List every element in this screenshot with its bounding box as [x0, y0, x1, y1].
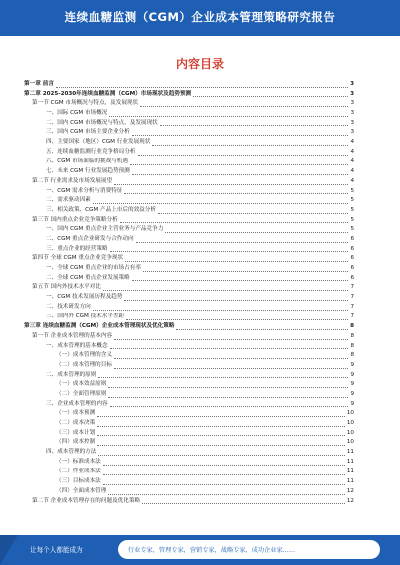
toc-page-number: 9	[350, 361, 354, 368]
toc-entry[interactable]	[24, 225, 354, 235]
toc-entry-title: （二）作业成本法	[56, 468, 101, 475]
toc-entry[interactable]	[24, 283, 354, 293]
toc-leader-dots	[136, 242, 349, 243]
toc-entry[interactable]	[24, 80, 354, 90]
toc-entry-title: 一、成本管理的基本概念	[46, 342, 108, 349]
toc-leader-dots	[114, 368, 348, 369]
toc-entry-title: 三、国内外 CGM 技术水平差距	[46, 313, 125, 320]
toc-entry[interactable]	[24, 216, 354, 226]
toc-entry-title: 第三章 连续血糖监测（CGM）企业成本管理现状及优化策略	[24, 323, 175, 330]
toc-entry[interactable]	[24, 342, 354, 352]
toc-leader-dots	[109, 116, 348, 117]
toc-leader-dots	[103, 484, 345, 485]
toc-entry-title: （二）成本决策	[56, 420, 96, 427]
toc-leader-dots	[56, 87, 348, 88]
toc-entry-title: 二、成本管理的原则	[46, 371, 97, 378]
toc-page-number: 8	[350, 352, 354, 359]
toc-page-number: 10	[346, 429, 354, 436]
toc-entry-title: 一、国内 CGM 重点企业主营业务与产品竞争力	[46, 226, 164, 233]
toc-page-number: 6	[350, 255, 354, 262]
toc-entry[interactable]	[24, 380, 354, 390]
toc-page-number: 7	[350, 294, 354, 301]
toc-page-number: 8	[350, 332, 354, 339]
toc-leader-dots	[138, 155, 349, 156]
toc-entry[interactable]	[24, 497, 354, 507]
toc-entry[interactable]	[24, 196, 354, 206]
toc-entry-title: 一、全球 CGM 重点企业的市场占有率	[46, 265, 141, 272]
toc-entry-title: （二）全面管理原则	[56, 390, 107, 397]
toc-entry-title: 三、重点企业的经营策略	[46, 245, 108, 252]
toc-page-number: 5	[350, 206, 354, 213]
toc-page-number: 5	[350, 226, 354, 233]
toc-page-number: 5	[350, 216, 354, 223]
toc-page-number: 3	[350, 80, 354, 87]
toc-leader-dots	[158, 213, 348, 214]
toc-entry[interactable]	[24, 128, 354, 138]
toc-leader-dots	[97, 426, 345, 427]
toc-entry-title: （二）成本管理的目标	[56, 361, 112, 368]
toc-entry-title: （三）成本计划	[56, 429, 96, 436]
toc-entry-title: 第二节 企业成本管理存在的问题及优化策略	[32, 497, 141, 504]
toc-leader-dots	[124, 300, 348, 301]
toc-entry[interactable]	[24, 458, 354, 468]
toc-entry-title: 第三节 国内重点企业竞争策略分析	[32, 216, 118, 223]
toc-entry-title: 第二节 行业需求及市场发展展望	[32, 177, 113, 184]
toc-entry[interactable]	[24, 158, 354, 168]
toc-page-number: 6	[350, 265, 354, 272]
toc-entry-title: 一、CGM 需求分析与消费特征	[46, 187, 123, 194]
toc-entry[interactable]	[24, 119, 354, 129]
toc-entry[interactable]	[24, 254, 354, 264]
toc-leader-dots	[103, 290, 349, 291]
toc-entry[interactable]	[24, 419, 354, 429]
toc-page-number: 4	[350, 139, 354, 146]
footer-slogan: 让每个人都能成为	[30, 546, 83, 554]
toc-entry[interactable]	[24, 138, 354, 148]
toc-page-number: 6	[350, 245, 354, 252]
toc-entry-title: （一）成本预测	[56, 410, 96, 417]
toc-page-number: 8	[350, 342, 354, 349]
toc-page-number: 4	[350, 158, 354, 165]
toc-page-number: 4	[350, 177, 354, 184]
toc-leader-dots	[126, 319, 348, 320]
toc-entry-title: 五、连续血糖监测行业竞争格局分析	[46, 148, 136, 155]
toc-page-number: 5	[350, 187, 354, 194]
toc-entry-title: 七、未来 CGM 行业发展趋势预测	[46, 168, 130, 175]
toc-page-number: 4	[350, 168, 354, 175]
toc-leader-dots	[140, 106, 348, 107]
toc-entry[interactable]	[24, 409, 354, 419]
toc-entry[interactable]	[24, 371, 354, 381]
toc-entry[interactable]	[24, 187, 354, 197]
toc-entry[interactable]	[24, 438, 354, 448]
footer-accent-shape	[0, 535, 18, 565]
toc-page-number: 11	[346, 478, 354, 485]
toc-entry[interactable]	[24, 351, 354, 361]
toc-entry-title: 三、国内 CGM 市场主要企业分析	[46, 129, 130, 136]
toc-page-number: 4	[350, 148, 354, 155]
toc-entry-title: （四）成本控制	[56, 439, 96, 446]
toc-entry[interactable]	[24, 361, 354, 371]
toc-leader-dots	[110, 406, 349, 407]
toc-entry-title: 第一章 前言	[24, 80, 54, 87]
toc-page-number: 3	[350, 110, 354, 117]
toc-entry-title: （一）标准成本法	[56, 458, 101, 465]
toc-entry[interactable]	[24, 477, 354, 487]
toc-entry-title: 第四节 全球 CGM 重点企业竞争现状	[32, 255, 124, 262]
toc-leader-dots	[98, 455, 345, 456]
toc-leader-dots	[110, 251, 349, 252]
toc-page-number: 9	[350, 390, 354, 397]
toc-page-number: 5	[350, 197, 354, 204]
toc-leader-dots	[132, 174, 349, 175]
toc-page-number: 7	[350, 313, 354, 320]
toc-leader-dots	[120, 222, 349, 223]
toc-entry[interactable]	[24, 177, 354, 187]
toc-leader-dots	[93, 203, 349, 204]
toc-leader-dots	[97, 445, 345, 446]
toc-entry[interactable]	[24, 274, 354, 284]
toc-leader-dots	[125, 261, 348, 262]
toc-entry-title: 一、国际 CGM 市场概况	[46, 110, 108, 117]
toc-entry-title: 一、CGM 技术发展历程及趋势	[46, 294, 123, 301]
toc-page-number: 11	[346, 458, 354, 465]
toc-leader-dots	[114, 358, 348, 359]
toc-entry-title: 第一节 CGM 市场概况与特点，及发展现状	[32, 100, 139, 107]
toc-entry[interactable]	[24, 303, 354, 313]
toc-page-number: 12	[346, 497, 354, 504]
toc-leader-dots	[160, 125, 349, 126]
toc-entry[interactable]	[24, 332, 354, 342]
toc-entry-title: 二、技术研发方向	[46, 303, 91, 310]
toc-entry-title: （一）成本管理的含义	[56, 352, 112, 359]
toc-leader-dots	[108, 494, 345, 495]
toc-leader-dots	[98, 377, 348, 378]
toc-leader-dots	[110, 348, 349, 349]
toc-page-number: 3	[350, 119, 354, 126]
toc-entry-title: 三、相关政策、CGM 产品上市后的效益分析	[46, 206, 156, 213]
toc-leader-dots	[132, 280, 349, 281]
toc-page-number: 7	[350, 284, 354, 291]
toc-entry-title: 第五节 国内外技术水平对比	[32, 284, 101, 291]
report-title: 连续血糖监测（CGM）企业成本管理策略研究报告	[64, 10, 336, 24]
toc-heading: 内容目录	[175, 57, 224, 71]
toc-leader-dots	[130, 164, 348, 165]
toc-entry[interactable]	[24, 429, 354, 439]
toc-entry[interactable]	[24, 468, 354, 478]
toc-entry-title: （四）全面成本管理	[56, 487, 107, 494]
table-of-contents	[24, 80, 354, 520]
toc-entry[interactable]	[24, 313, 354, 323]
toc-entry[interactable]	[24, 293, 354, 303]
toc-entry[interactable]	[24, 400, 354, 410]
toc-page-number: 9	[350, 400, 354, 407]
toc-entry[interactable]	[24, 448, 354, 458]
toc-entry[interactable]	[24, 245, 354, 255]
toc-page-number: 11	[346, 468, 354, 475]
toc-entry-title: 三、企业成本管理的内容	[46, 400, 108, 407]
toc-page-number: 6	[350, 235, 354, 242]
toc-page-number: 9	[350, 381, 354, 388]
toc-leader-dots	[108, 387, 348, 388]
toc-entry[interactable]	[24, 167, 354, 177]
toc-leader-dots	[97, 435, 345, 436]
toc-leader-dots	[152, 145, 348, 146]
footer-pill-text: 行业专家，管理专家，营销专家，战略专家，成功企业家……	[128, 547, 296, 554]
toc-entry[interactable]	[24, 148, 354, 158]
toc-leader-dots	[142, 503, 345, 504]
toc-entry-title: 二、需求驱动因素	[46, 197, 91, 204]
toc-leader-dots	[124, 193, 348, 194]
toc-entry-title: 第一节 企业成本管理的基本内容	[32, 332, 113, 339]
toc-page-number: 3	[350, 129, 354, 136]
toc-leader-dots	[132, 135, 349, 136]
toc-entry[interactable]	[24, 487, 354, 497]
toc-page-number: 10	[346, 410, 354, 417]
toc-page-number: 3	[350, 100, 354, 107]
toc-page-number: 11	[346, 449, 354, 456]
toc-leader-dots	[97, 416, 345, 417]
toc-leader-dots	[193, 96, 348, 97]
toc-page-number: 7	[350, 303, 354, 310]
toc-entry[interactable]	[24, 90, 354, 100]
toc-leader-dots	[114, 184, 348, 185]
toc-page-number: 10	[346, 420, 354, 427]
toc-page-number: 12	[346, 487, 354, 494]
toc-entry-title: （三）目标成本法	[56, 478, 101, 485]
toc-entry[interactable]	[24, 235, 354, 245]
toc-entry[interactable]	[24, 390, 354, 400]
toc-leader-dots	[165, 232, 348, 233]
toc-page-number: 3	[350, 90, 354, 97]
toc-entry-title: 四、成本管理的方法	[46, 449, 97, 456]
toc-entry[interactable]	[24, 206, 354, 216]
toc-entry-title: 六、CGM 市场面临的挑战与机遇	[46, 158, 128, 165]
toc-page-number: 6	[350, 274, 354, 281]
toc-leader-dots	[143, 271, 349, 272]
toc-leader-dots	[103, 474, 345, 475]
toc-leader-dots	[114, 339, 348, 340]
toc-page-number: 9	[350, 371, 354, 378]
toc-entry-title: 二、CGM 重点企业研发与合作动向	[46, 235, 134, 242]
toc-entry[interactable]	[24, 264, 354, 274]
toc-entry[interactable]	[24, 322, 354, 332]
toc-entry-title: 第二章 2025-2030年连续血糖监测（CGM）市场现状及趋势预测	[24, 90, 192, 97]
toc-entry-title: 四、主要国家（地区）CGM 行业发展现状	[46, 139, 151, 146]
toc-page-number: 8	[350, 323, 354, 330]
toc-leader-dots	[176, 329, 348, 330]
toc-entry-title: 二、全球 CGM 重点企业发展策略	[46, 274, 130, 281]
toc-leader-dots	[108, 397, 348, 398]
toc-entry-title: 二、国内 CGM 市场概况与特点，及发展现状	[46, 119, 158, 126]
toc-entry-title: （一）成本效益原则	[56, 381, 107, 388]
toc-leader-dots	[93, 310, 349, 311]
toc-entry[interactable]	[24, 109, 354, 119]
toc-entry[interactable]	[24, 99, 354, 109]
toc-page-number: 10	[346, 439, 354, 446]
toc-leader-dots	[103, 465, 345, 466]
